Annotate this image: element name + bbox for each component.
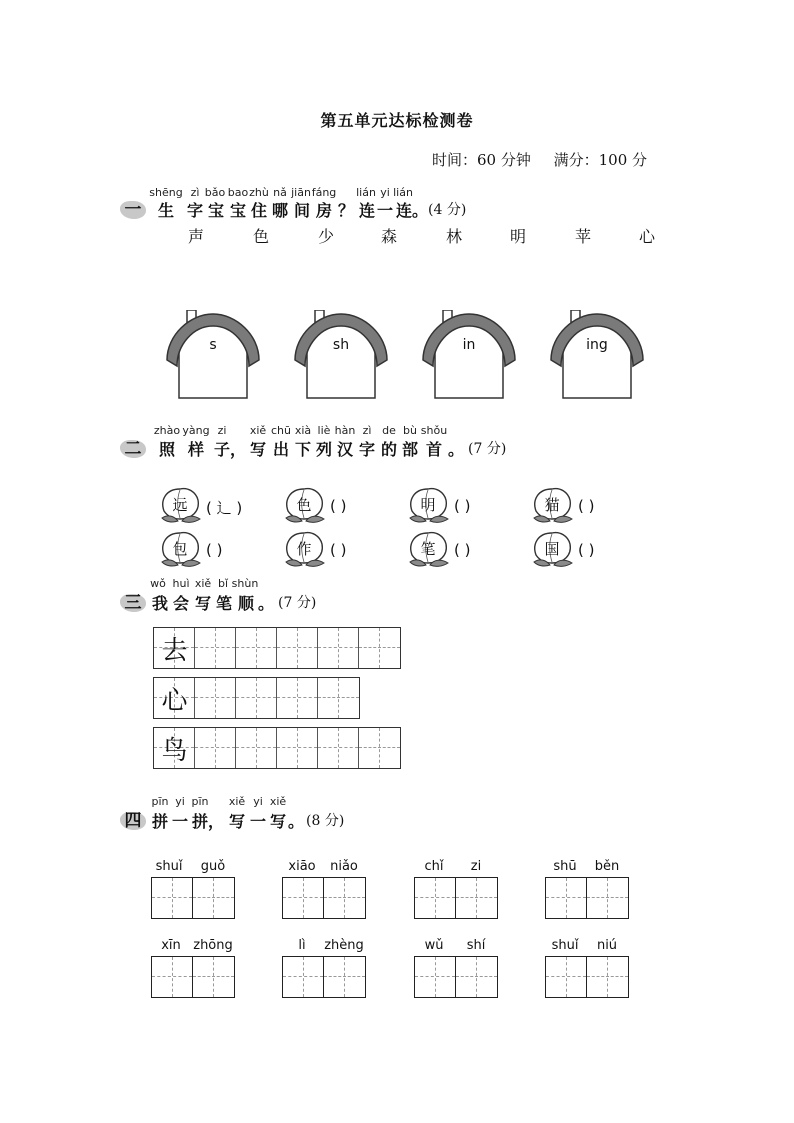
pinyin: lián	[393, 186, 413, 199]
answer-blank[interactable]: ( )	[330, 497, 347, 515]
writing-box[interactable]	[282, 877, 366, 919]
peach-char	[282, 528, 328, 568]
section-score: (4 分)	[428, 202, 467, 218]
grid-cell[interactable]	[236, 628, 277, 668]
peach-char	[406, 484, 452, 524]
grid-cell[interactable]	[318, 628, 359, 668]
peach-char-text: 国	[544, 540, 560, 558]
char-item: 色	[252, 227, 270, 246]
full-score: 满分：100 分	[553, 151, 648, 169]
peach-char-text: 笔	[420, 540, 436, 558]
pinyin-word	[282, 859, 366, 919]
word-pinyin: chǐ	[424, 859, 444, 874]
grid-cell[interactable]	[277, 678, 318, 718]
section-score: (7 分)	[278, 595, 317, 611]
page-title: 第五单元达标检测卷	[320, 111, 474, 130]
answer-blank[interactable]: ( )	[454, 541, 471, 559]
peach-char	[282, 484, 328, 524]
word-pinyin: zhèng	[324, 938, 364, 953]
char-item: 少	[317, 227, 335, 246]
section-number: 二	[124, 439, 142, 459]
pinyin: lián	[356, 186, 376, 199]
peach-char-text: 包	[172, 540, 188, 558]
section-number: 四	[124, 811, 142, 831]
writing-box[interactable]	[545, 877, 629, 919]
grid-cell[interactable]	[359, 628, 400, 668]
house[interactable]	[165, 310, 261, 400]
grid-cell[interactable]	[236, 678, 277, 718]
grid-cell[interactable]	[195, 728, 236, 768]
house-label: in	[462, 337, 476, 353]
section-score: (7 分)	[468, 441, 507, 457]
grid-cell[interactable]	[236, 728, 277, 768]
pinyin: zì	[190, 186, 200, 199]
house-label: ing	[586, 337, 608, 353]
char-item: 森	[380, 227, 398, 246]
pinyin-word	[414, 938, 498, 998]
pinyin: fáng	[311, 186, 337, 199]
stroke-order-row	[153, 677, 360, 719]
pinyin-word	[545, 938, 629, 998]
section-number-badge	[120, 809, 148, 831]
answer-blank[interactable]: ( )	[330, 541, 347, 559]
pinyin: bao	[227, 186, 249, 199]
pinyin: zhù	[249, 186, 269, 199]
word-pinyin: běn	[594, 859, 620, 874]
section-number-badge	[120, 198, 148, 220]
section-number: 一	[124, 200, 142, 220]
pinyin-word	[151, 859, 235, 919]
word-pinyin: shū	[553, 859, 577, 874]
grid-cell[interactable]	[277, 728, 318, 768]
pinyin: jiān	[291, 186, 311, 199]
pinyin: nǎ	[273, 186, 287, 199]
word-pinyin: wǔ	[424, 938, 444, 953]
word-pinyin: guǒ	[200, 859, 226, 874]
word-pinyin: xiāo	[288, 859, 316, 874]
model-char: 去	[161, 636, 188, 666]
pinyin: shēng	[149, 186, 183, 199]
answer-blank[interactable]: ( )	[206, 541, 223, 559]
house-icon	[421, 310, 517, 400]
char-item: 林	[445, 227, 463, 246]
char-item: 声	[187, 227, 205, 246]
peach-char-text: 作	[296, 540, 312, 558]
word-pinyin: niǎo	[330, 859, 358, 874]
writing-box[interactable]	[282, 956, 366, 998]
peach-char	[158, 484, 204, 524]
answer-blank[interactable]: ( 辶 )	[206, 499, 243, 517]
word-pinyin: lì	[298, 938, 306, 953]
peach-char-text: 色	[296, 496, 312, 514]
peach-char-text: 猫	[544, 496, 560, 514]
writing-box[interactable]	[545, 956, 629, 998]
section-score: (8 分)	[306, 813, 345, 829]
peach-char	[406, 528, 452, 568]
grid-cell[interactable]	[195, 678, 236, 718]
pinyin-word	[545, 859, 629, 919]
grid-cell	[154, 728, 195, 768]
grid-cell	[154, 628, 195, 668]
grid-cell[interactable]	[359, 728, 400, 768]
pinyin-word	[151, 938, 235, 998]
word-pinyin: xīn	[161, 938, 181, 953]
writing-box[interactable]	[151, 956, 235, 998]
writing-box[interactable]	[151, 877, 235, 919]
house-label: sh	[332, 337, 350, 353]
word-pinyin: niú	[596, 938, 618, 953]
house[interactable]	[293, 310, 389, 400]
word-pinyin: shuǐ	[155, 859, 183, 874]
pinyin: yi	[380, 186, 390, 199]
grid-cell[interactable]	[318, 728, 359, 768]
house-label: s	[209, 337, 217, 353]
answer-blank[interactable]: ( )	[578, 541, 595, 559]
answer-blank[interactable]: ( )	[454, 497, 471, 515]
writing-box[interactable]	[414, 877, 498, 919]
word-pinyin: zi	[470, 859, 482, 874]
model-char: 鸟	[161, 736, 188, 766]
house[interactable]	[549, 310, 645, 400]
house[interactable]	[421, 310, 517, 400]
house-icon	[549, 310, 645, 400]
pinyin-word	[282, 938, 366, 998]
peach-char	[530, 528, 576, 568]
peach-char-text: 明	[420, 496, 436, 514]
word-pinyin: zhōng	[193, 938, 233, 953]
writing-box[interactable]	[414, 956, 498, 998]
section-number: 三	[124, 593, 142, 613]
answer-blank[interactable]: ( )	[578, 497, 595, 515]
stroke-order-row	[153, 727, 401, 769]
exam-meta	[432, 149, 665, 170]
grid-cell[interactable]	[318, 678, 359, 718]
model-char: 心	[161, 686, 188, 716]
peach-char	[530, 484, 576, 524]
house-icon	[165, 310, 261, 400]
char-item: 明	[509, 227, 527, 246]
pinyin-word	[414, 859, 498, 919]
char-item: 苹	[574, 227, 592, 246]
stroke-order-row	[153, 627, 401, 669]
word-pinyin: shuǐ	[551, 938, 579, 953]
time-limit: 时间：60 分钟	[432, 151, 531, 169]
grid-cell[interactable]	[195, 628, 236, 668]
grid-cell[interactable]	[277, 628, 318, 668]
pinyin: bǎo	[204, 186, 226, 199]
peach-char-text: 远	[172, 496, 188, 514]
grid-cell	[154, 678, 195, 718]
section-number-badge	[120, 437, 148, 459]
char-item: 心	[638, 227, 656, 246]
peach-char	[158, 528, 204, 568]
section-number-badge	[120, 591, 148, 613]
house-icon	[293, 310, 389, 400]
word-pinyin: shí	[466, 938, 486, 953]
